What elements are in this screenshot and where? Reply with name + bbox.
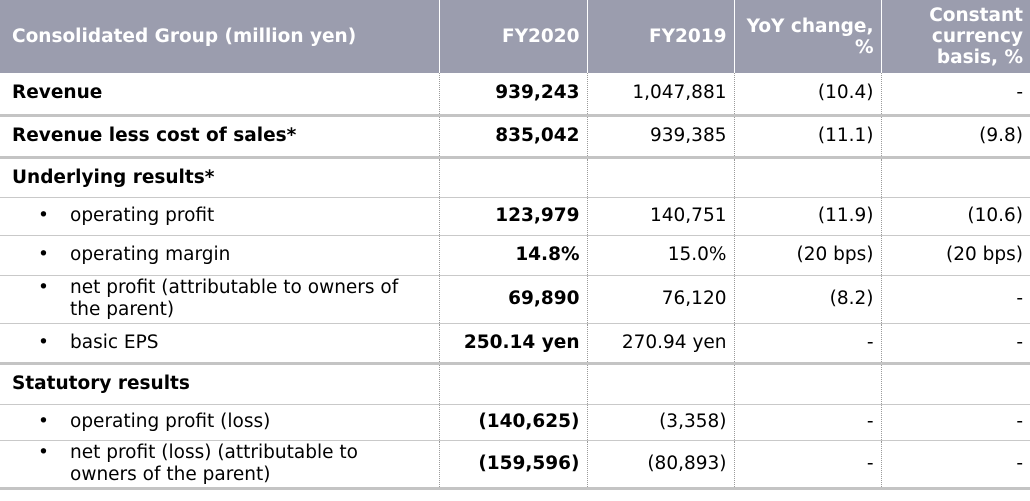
row-label: Revenue less cost of sales*	[0, 115, 439, 157]
cell-constant: -	[881, 275, 1030, 323]
cell-fy2019: (80,893)	[587, 440, 734, 488]
header-fy2019: FY2019	[587, 0, 734, 73]
cell-fy2020: 939,243	[439, 73, 587, 115]
bullet-icon: •	[38, 411, 49, 432]
section-label: Underlying results*	[0, 157, 439, 197]
cell-yoy: -	[734, 323, 881, 363]
section-row-statutory	[0, 363, 1030, 404]
cell-fy2019: 270.94 yen	[587, 323, 734, 363]
empty-cell	[734, 157, 881, 197]
cell-fy2019: (3,358)	[587, 404, 734, 440]
cell-fy2019: 140,751	[587, 197, 734, 235]
row-label	[0, 323, 439, 363]
header-group: Consolidated Group (million yen)	[0, 0, 439, 73]
row-label	[0, 235, 439, 275]
cell-fy2020: (140,625)	[439, 404, 587, 440]
cell-yoy: -	[734, 404, 881, 440]
cell-fy2020: 123,979	[439, 197, 587, 235]
empty-cell	[881, 157, 1030, 197]
cell-yoy: (10.4)	[734, 73, 881, 115]
bullet-icon: •	[38, 331, 49, 353]
cell-constant: (9.8)	[881, 115, 1030, 157]
row-label	[0, 404, 439, 440]
cell-constant: -	[881, 323, 1030, 363]
cell-yoy: (11.9)	[734, 197, 881, 235]
row-label-text: operating profit (loss)	[70, 411, 271, 432]
table-header-row	[0, 0, 1030, 73]
row-label-text: operating margin	[70, 244, 231, 265]
bullet-icon: •	[38, 205, 49, 226]
table-row-statutory-net-profit	[0, 440, 1030, 488]
cell-constant: -	[881, 404, 1030, 440]
table-row-revenue	[0, 73, 1030, 115]
cell-fy2020: (159,596)	[439, 440, 587, 488]
table-row-statutory-operating-profit	[0, 404, 1030, 440]
cell-yoy: -	[734, 440, 881, 488]
header-constant-currency: Constant currency basis, %	[881, 0, 1030, 73]
row-label: Revenue	[0, 73, 439, 115]
header-fy2020: FY2020	[439, 0, 587, 73]
table-row-underlying-operating-profit	[0, 197, 1030, 235]
cell-fy2020: 250.14 yen	[439, 323, 587, 363]
cell-fy2020: 14.8%	[439, 235, 587, 275]
row-label-text: net profit (attributable to owners of the parent)	[70, 277, 399, 320]
cell-fy2019: 1,047,881	[587, 73, 734, 115]
bullet-icon: •	[38, 441, 49, 463]
bullet-icon: •	[38, 277, 49, 298]
empty-cell	[439, 363, 587, 404]
cell-fy2019: 76,120	[587, 275, 734, 323]
cell-yoy: (8.2)	[734, 275, 881, 323]
table-row-revenue-less-cost	[0, 115, 1030, 157]
cell-fy2020: 69,890	[439, 275, 587, 323]
table-row-underlying-basic-eps	[0, 323, 1030, 363]
empty-cell	[881, 363, 1030, 404]
cell-fy2020: 835,042	[439, 115, 587, 157]
cell-fy2019: 939,385	[587, 115, 734, 157]
cell-yoy: (11.1)	[734, 115, 881, 157]
row-label	[0, 275, 439, 323]
empty-cell	[587, 363, 734, 404]
cell-constant: -	[881, 440, 1030, 488]
empty-cell	[734, 363, 881, 404]
row-label-text: basic EPS	[70, 331, 159, 353]
row-label	[0, 440, 439, 488]
cell-fy2019: 15.0%	[587, 235, 734, 275]
bullet-icon: •	[38, 244, 49, 265]
empty-cell	[439, 157, 587, 197]
row-label-text: net profit (loss) (attributable to owners of the parent)	[70, 441, 358, 485]
row-label-text: operating profit	[70, 205, 215, 226]
empty-cell	[587, 157, 734, 197]
header-yoy-change: YoY change, %	[734, 0, 881, 73]
table-row-underlying-net-profit	[0, 275, 1030, 323]
cell-constant: (10.6)	[881, 197, 1030, 235]
row-label	[0, 197, 439, 235]
cell-constant: (20 bps)	[881, 235, 1030, 275]
section-label: Statutory results	[0, 363, 439, 404]
section-row-underlying	[0, 157, 1030, 197]
cell-yoy: (20 bps)	[734, 235, 881, 275]
table-row-underlying-operating-margin	[0, 235, 1030, 275]
cell-constant: -	[881, 73, 1030, 115]
